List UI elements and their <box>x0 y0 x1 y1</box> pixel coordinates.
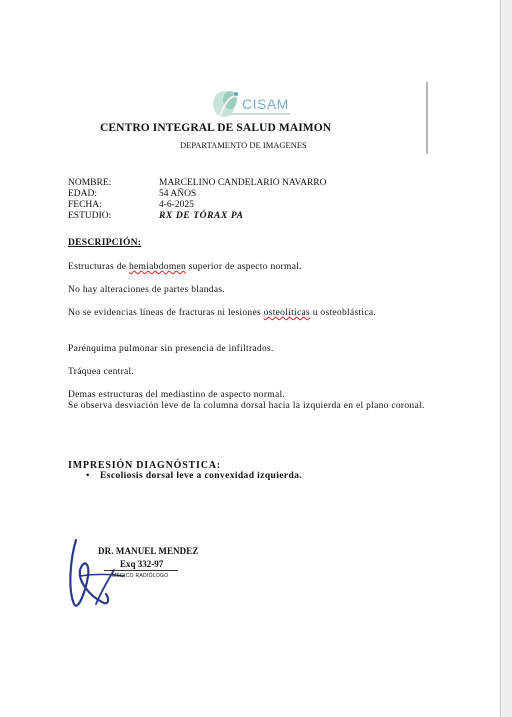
list-item <box>86 471 302 481</box>
header-vertical-rule <box>426 82 428 154</box>
spellcheck-marked-word[interactable]: hemiabdomen <box>128 262 187 272</box>
text-line: Demas estructuras del mediastino de aspecto normal. <box>68 390 286 400</box>
logo-text: CISAM <box>242 96 289 112</box>
signer-title: MÉDICO RADIÓLOGO <box>112 573 169 579</box>
description-heading: DESCRIPCIÓN: <box>68 238 142 248</box>
signature-line <box>104 570 178 571</box>
field-label: NOMBRE: <box>68 178 112 188</box>
text-run: superior de aspecto normal. <box>186 262 302 272</box>
field-label: ESTUDIO: <box>68 211 112 221</box>
field-row-name <box>68 178 327 189</box>
text-line: Se observa desviación leve de la columna dorsal hacia la izquierda en el plano coronal. <box>68 401 425 411</box>
field-row-study <box>68 211 327 222</box>
vertical-scrollbar[interactable] <box>501 0 512 717</box>
field-label: EDAD: <box>68 189 98 199</box>
description-paragraph: Tráquea central. <box>68 367 135 377</box>
impression-heading: IMPRESIÓN DIAGNÓSTICA: <box>68 460 221 471</box>
description-paragraph: Parénquima pulmonar sin presencia de infiltrados. <box>68 344 274 354</box>
study-type: RX DE TÓRAX PA <box>159 211 244 221</box>
description-paragraph <box>68 262 438 273</box>
signer-name: DR. MANUEL MENDEZ <box>98 546 199 556</box>
spellcheck-marked-word[interactable]: osteolíticas <box>263 308 311 318</box>
impression-list <box>86 471 302 481</box>
field-label: FECHA: <box>68 200 102 210</box>
text-run: Estructuras de <box>68 262 129 272</box>
text-run: u osteoblástica. <box>310 308 377 318</box>
description-paragraph <box>68 308 438 319</box>
study-date: 4-6-2025 <box>159 200 194 210</box>
field-row-date <box>68 200 327 211</box>
description-paragraph <box>68 390 438 412</box>
logo-tagline-bar <box>230 113 290 115</box>
patient-name: MARCELINO CANDELARIO NAVARRO <box>159 178 327 188</box>
impression-text: Escoliosis dorsal leve a convexidad izquierda. <box>100 471 303 481</box>
bullet-icon: • <box>86 471 90 481</box>
organization-name: CENTRO INTEGRAL DE SALUD MAIMON <box>100 122 332 134</box>
patient-fields <box>68 178 327 222</box>
signer-registry: Exq 332-97 <box>120 559 164 569</box>
field-row-age <box>68 189 327 200</box>
handwritten-signature-icon <box>66 530 146 614</box>
description-paragraph: No hay alteraciones de partes blandas. <box>68 285 226 295</box>
department-name: DEPARTAMENTO DE IMAGENES <box>180 140 307 150</box>
patient-age: 54 AÑOS <box>159 189 197 199</box>
text-run: No se evidencias líneas de fracturas ni lesiones <box>68 308 264 318</box>
